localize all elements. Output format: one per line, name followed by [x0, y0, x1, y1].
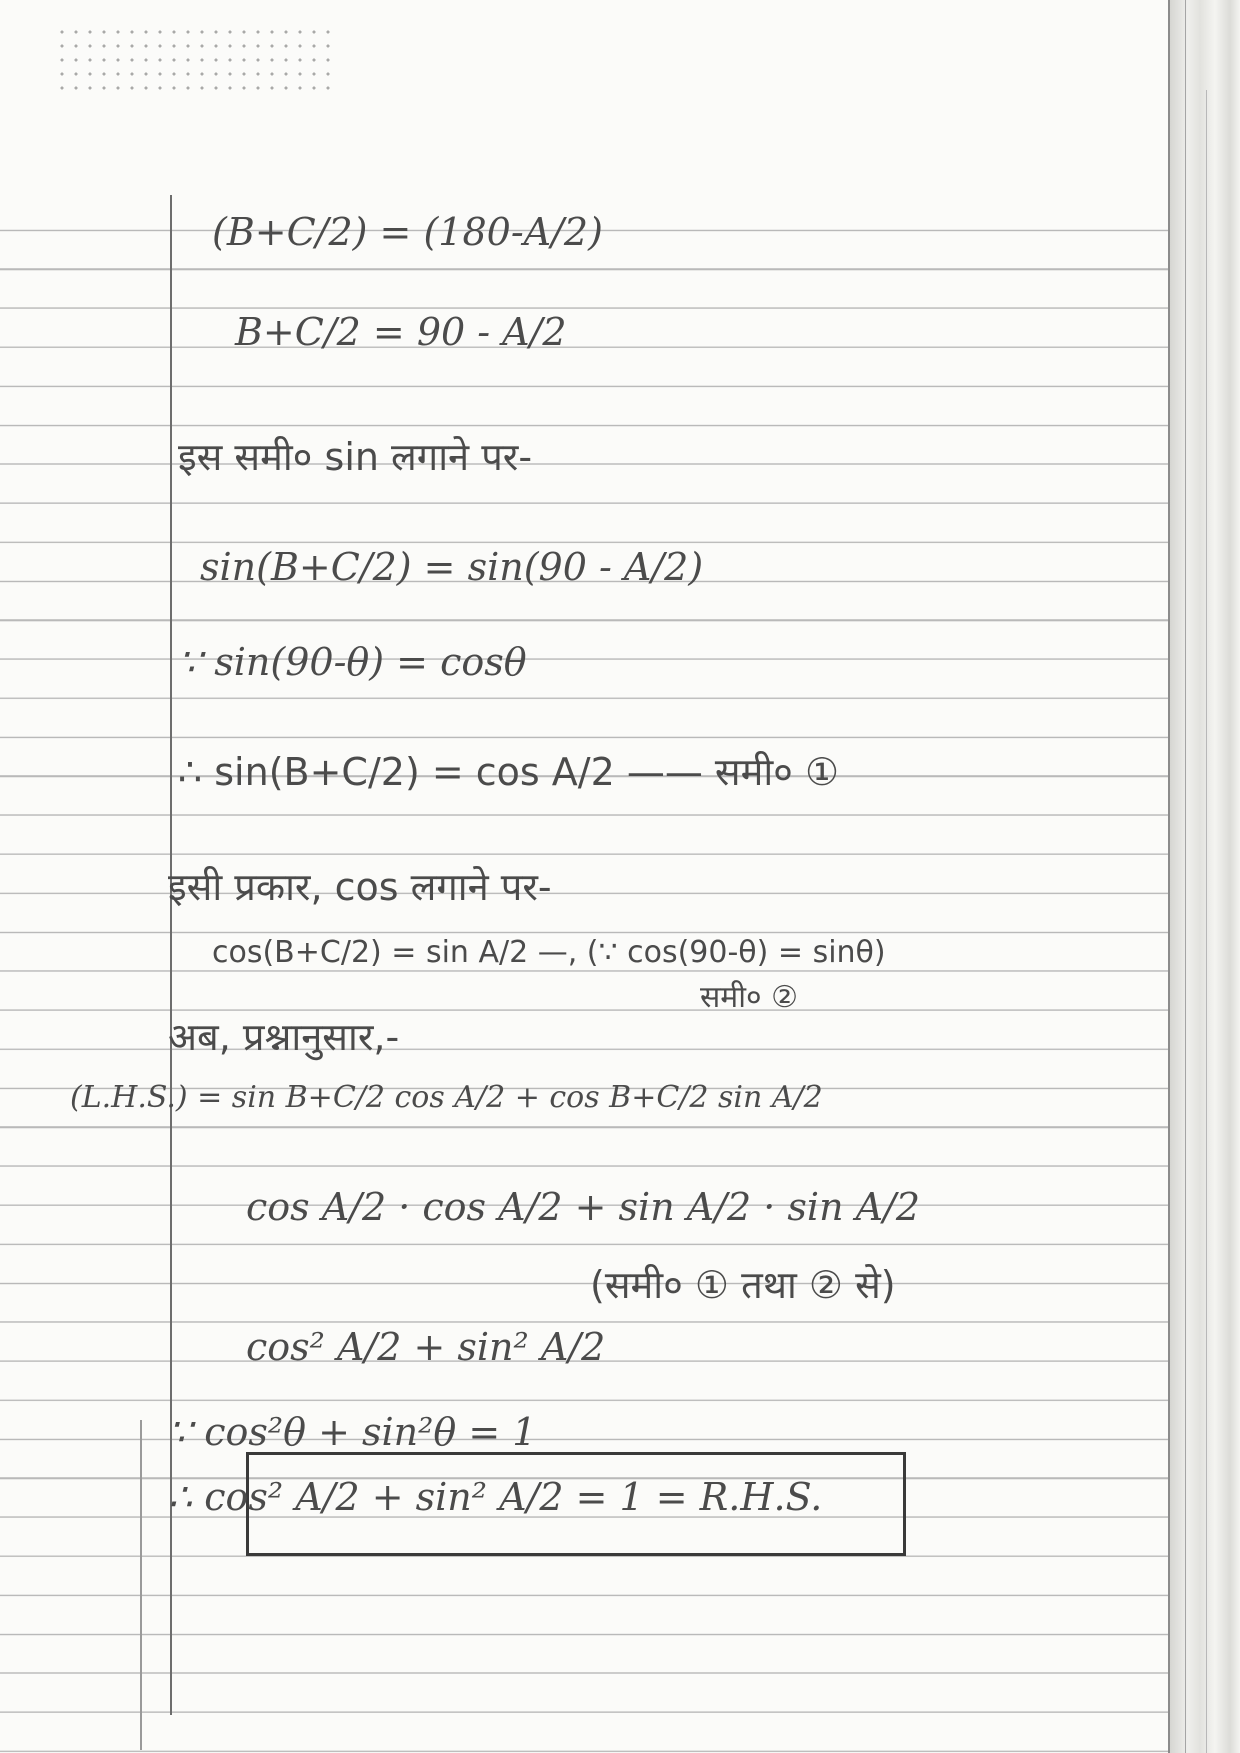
lhs-line: (L.H.S.) = sin B+C/2 cos A/2 + cos B+C/2 sin A/2 [70, 1080, 823, 1115]
page-edge [1185, 0, 1186, 1753]
equation-line: sin(B+C/2) = sin(90 - A/2) [200, 545, 704, 589]
equation-line: cos(B+C/2) = sin A/2 —, (∵ cos(90-θ) = sinθ) [212, 935, 886, 970]
equation-line: (B+C/2) = (180-A/2) [212, 210, 603, 254]
margin-line-secondary [140, 1420, 142, 1750]
result-line: ∴ cos² A/2 + sin² A/2 = 1 = R.H.S. [168, 1475, 823, 1519]
identity-line: ∵ sin(90-θ) = cosθ [178, 640, 527, 684]
equation-note: (समी० ① तथा ② से) [590, 1263, 896, 1307]
hindi-text-line: इसी प्रकार, cos लगाने पर- [168, 865, 552, 909]
page-edge [1206, 90, 1207, 1753]
equation-line: cos A/2 · cos A/2 + sin A/2 · sin A/2 [246, 1185, 921, 1229]
binding-dots [55, 25, 335, 95]
page-edge-stack [1170, 0, 1240, 1753]
hindi-text-line: इस समी० sin लगाने पर- [178, 435, 533, 479]
equation-line: ∴ sin(B+C/2) = cos A/2 —— समी० ① [178, 750, 840, 794]
hindi-text-line: अब, प्रश्नानुसार,- [168, 1015, 400, 1059]
page-edge [1168, 0, 1170, 1753]
equation-line: B+C/2 = 90 - A/2 [235, 310, 567, 354]
identity-line: ∵ cos²θ + sin²θ = 1 [168, 1410, 537, 1454]
equation-line: cos² A/2 + sin² A/2 [246, 1325, 606, 1369]
equation-label: समी० ② [700, 980, 799, 1015]
